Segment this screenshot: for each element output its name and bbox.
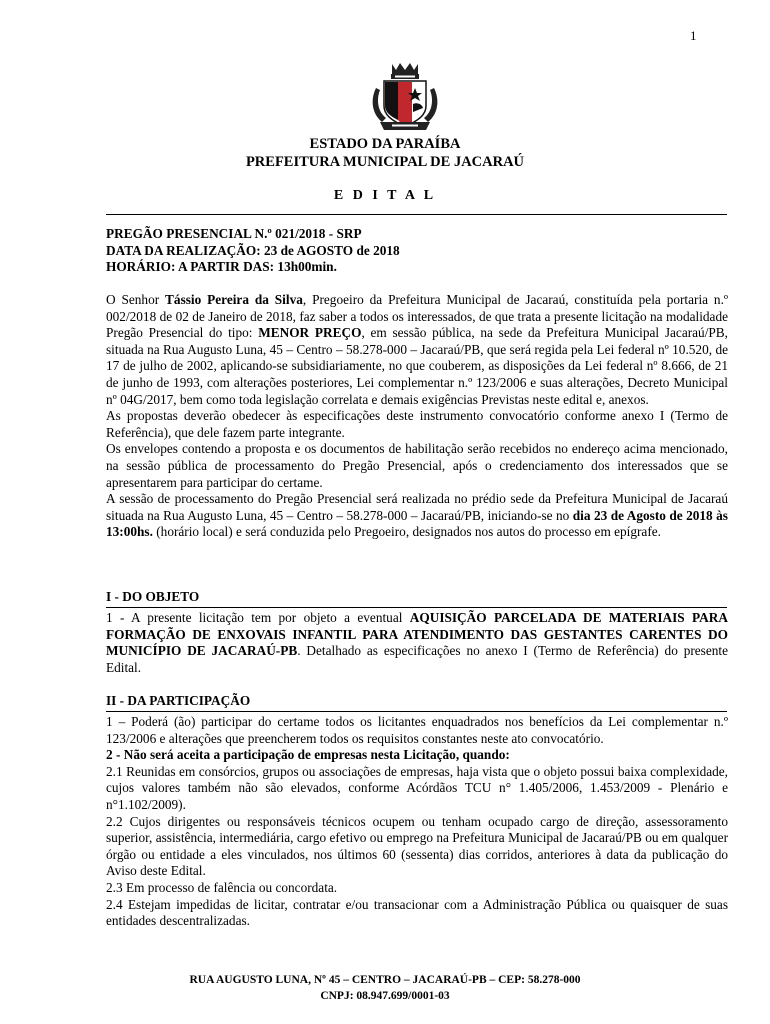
document-header xyxy=(0,135,770,171)
intro-paragraph-3: Os envelopes contendo a proposta e os documentos de habilitação serão recebidos no endereço acima mencionado, na sessão pública de processamento do Pregão Presencial, após o credenciamento dos interessados que se apresentarem para participar do certame. xyxy=(106,441,728,490)
section-objeto xyxy=(106,589,728,606)
participacao-item-2-3: 2.3 Em processo de falência ou concordata. xyxy=(106,879,338,895)
state-title: ESTADO DA PARAÍBA xyxy=(309,136,461,152)
participacao-item-1: 1 – Poderá (ão) participar do certame todos os licitantes enquadrados nos benefícios da Lei complementar n.º 123/2006 e alterações que preencherem todos os requisitos constantes neste ato convocatório. xyxy=(106,714,728,746)
objeto-description: AQUISIÇÃO PARCELADA DE MATERIAIS PARA FORMAÇÃO DE ENXOVAIS INFANTIL PARA ATENDIMENTO DAS GESTANTES CARENTES DO MUNICÍPIO DE JACARAÚ-PB xyxy=(106,610,728,659)
page-number: 1 xyxy=(690,28,697,43)
page-footer xyxy=(0,972,770,1004)
auction-type: MENOR PREÇO xyxy=(258,325,362,341)
intro-section xyxy=(106,292,728,541)
intro-paragraph-1: O Senhor Tássio Pereira da Silva, Pregoeiro da Prefeitura Municipal de Jacaraú, constituída pela portaria n.º 002/2018 de 02 de Janeiro de 2018, faz saber a todos os interessados, de que trata a presente licitação na modalidade Pregão Presencial do tipo: MENOR PREÇO, em sessão pública, na sede da Prefeitura Municipal Jacaraú/PB, situada na Rua Augusto Luna, 45 – Centro – 58.278-000 – Jacaraú/PB, que será regida pela Lei federal nº 10.520, de 17 de julho de 2002, aplicando-se subsidiariamente, no que couberem, as disposições da Lei federal nº 8.666, de 21 de junho de 1993, com alterações posteriores, Lei complementar n.º 123/2006 e suas alterações, Decreto Municipal nº 04G/2017, bem como toda legislação correlata e demais exigências Previstas neste edital e, anexos. xyxy=(106,292,729,407)
auction-number: PREGÃO PRESENCIAL N.º 021/2018 - SRP xyxy=(106,226,362,241)
participacao-item-2-4: 2.4 Estejam impedidas de licitar, contratar e/ou transacionar com a Administração Pública ou quaisquer de suas entidades descentralizadas. xyxy=(106,896,728,929)
auction-date: DATA DA REALIZAÇÃO: 23 de AGOSTO de 2018 xyxy=(106,242,400,258)
section-participacao-divider xyxy=(106,711,727,712)
edital-title: E D I T A L xyxy=(333,188,437,203)
footer-cnpj: CNPJ: 08.947.699/0001-03 xyxy=(320,990,450,1002)
intro-paragraph-2: As propostas deverão obedecer às especificações deste instrumento convocatório conforme anexo I (Termo de Referência), que dele fazem parte integrante. xyxy=(106,408,728,440)
section-participacao xyxy=(106,693,728,710)
section-objeto-divider xyxy=(106,607,727,608)
intro-paragraph-4: A sessão de processamento do Pregão Presencial será realizada no prédio sede da Prefeitura Municipal de Jacaraú situada na Rua Augusto Luna, 45 – Centro – 58.278-000 – Jacaraú/PB, iniciando-se no dia 23 de Agosto de 2018 às 13:00hs. (horário local) e será conduzida pelo Pregoeiro, designados nos autos do processo em epígrafe. xyxy=(106,491,728,540)
section-objeto-body xyxy=(106,610,728,676)
participacao-item-2-2: 2.2 Cujos dirigentes ou responsáveis técnicos ocupem ou tenham ocupado cargo de direção, assessoramento superior, assistência, intermediária, cargo efetivo ou emprego na Prefeitura Municipal de Jacaraú/PB ou em qualquer órgão ou entidade a eles vinculados, nos últimos 60 (sessenta) dias corridos, anteriores à data da publicação do Aviso deste Edital. xyxy=(106,813,728,879)
header-divider xyxy=(106,214,727,215)
section-participacao-title: II - DA PARTICIPAÇÃO xyxy=(106,693,251,708)
municipality-title: PREFEITURA MUNICIPAL DE JACARAÚ xyxy=(245,154,525,170)
auction-time: HORÁRIO: A PARTIR DAS: 13h00min. xyxy=(106,259,337,275)
municipal-coat-of-arms xyxy=(370,60,440,132)
participacao-item-2-title: 2 - Não será aceita a participação de empresas nesta Licitação, quando: xyxy=(106,747,510,763)
session-date: dia 23 de Agosto de 2018 às 13:00hs. xyxy=(106,507,728,540)
objeto-paragraph: 1 - A presente licitação tem por objeto a eventual AQUISIÇÃO PARCELADA DE MATERIAIS PARA FORMAÇÃO DE ENXOVAIS INFANTIL PARA ATENDIMENTO DAS GESTANTES CARENTES DO MUNICÍPIO DE JACARAÚ-PB. Detalhado as especificações no anexo I (Termo de Referência) do presente Edital. xyxy=(106,610,729,675)
pregoeiro-name: Tássio Pereira da Silva xyxy=(165,292,303,307)
auction-info xyxy=(106,226,728,276)
footer-address: RUA AUGUSTO LUNA, Nº 45 – CENTRO – JACARAÚ-PB – CEP: 58.278-000 xyxy=(189,974,581,986)
section-objeto-title: I - DO OBJETO xyxy=(106,589,200,604)
participacao-item-2-1: 2.1 Reunidas em consórcios, grupos ou associações de empresas, haja vista que o objeto possui baixa complexidade, cujos valores também não são elevados, conforme Acórdãos TCU n° 1.405/2006, 1.453/2009 - Plenário e n°1.102/2009). xyxy=(106,763,728,812)
section-participacao-body xyxy=(106,714,728,930)
